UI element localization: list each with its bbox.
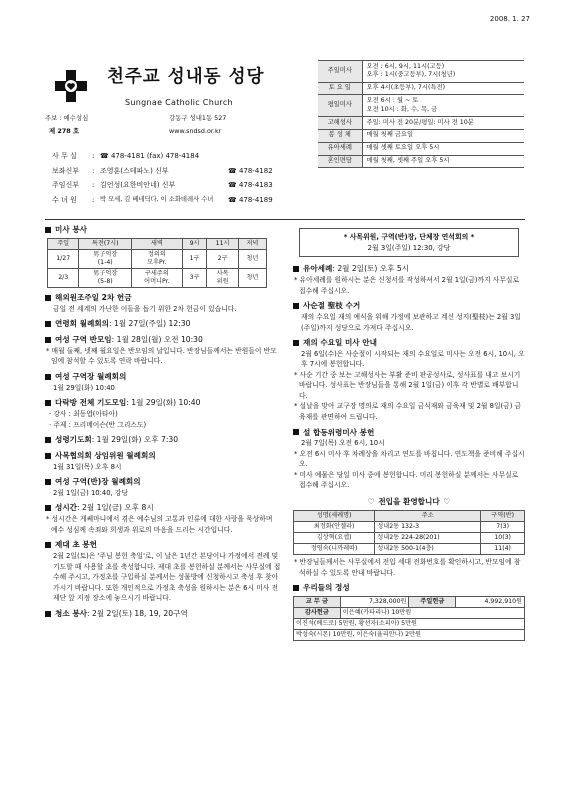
notice-heading: 여성 구역장 월례회의 [45, 371, 281, 383]
staff-phone: ☎ 478-4182 [228, 166, 273, 175]
schedule-row: 주일미사 오전 : 6시, 9시, 11시(고등) 오후 : 1시(중고등부), 7시(청년) [318, 61, 524, 83]
table-row: 교 무 금 7,328,000원 주일헌금 4,992,910원 [294, 596, 525, 607]
address: 강동구 성내1동 527 [169, 114, 227, 122]
notice-heading: 해외원조주일 2차 헌금 [45, 292, 281, 304]
notice-note: * 설날을 맞아 교구장 명의로 재의 수요일 금식재와 금육재 및 2월 8일(금) 금육재를 관면하여 드립니다. [294, 402, 522, 422]
notice-heading: 사목협의회 상임위원 월례회의 [45, 450, 281, 462]
table-row: 이진석(베드로) 5만원, 황선자(소피아) 5만원 [294, 618, 525, 629]
notice-heading: 연령회 월례회의 : 1월 27일(주일) 12:30 [45, 318, 281, 330]
schedule-row: 고해성사 주일: 미사 전 20분/평일: 미사 전 10분 [318, 117, 524, 130]
left-column [45, 224, 281, 619]
notice-heading: 설 합동위령미사 봉헌 [293, 427, 525, 439]
offering-table [293, 596, 525, 641]
notice-body: 금일 전 세계의 가난한 이들을 돕기 위한 2차 헌금이 있습니다. [53, 304, 237, 313]
mass-schedule-table [318, 60, 524, 168]
staff-label: 수 녀 원 [52, 195, 77, 204]
heart-icon: ♡ [367, 496, 375, 506]
staff-name: 조영훈(스테파노) 신부 [100, 166, 169, 175]
notice-note: * 유아세례를 원하시는 분은 신청서를 작성하셔서 2월 1일(금)까지 사무실로 접수해 주십시오. [294, 276, 520, 295]
notice-body: 재의 수요일 재의 예식을 위해 가정에 보관하고 계신 성지(聖枝)는 2월 3일(주일)까지 성당으로 가져다 주십시오. [301, 313, 521, 332]
notice-note: * 반장님들께서는 사무실에서 전입 세대 전화번호를 확인하시고, 반모임에 참석하실 수 있도록 안내 바랍니다. [294, 557, 521, 577]
notice-heading: 여성 구역(반)장 월례회의 [45, 476, 281, 488]
notice-note: * 성시간은 게쎄마니에서 겪은 예수님의 고통과 인류에 대한 사랑을 묵상하며 예수 성심께 속죄와 희생과 위로의 마음을 드리는 시간입니다. [46, 515, 273, 534]
mass-service-heading: 미사 봉사 [45, 224, 281, 236]
staff-name: 김언성(요한비안네) 신부 [100, 181, 176, 189]
notice-body: 2월 2일(토)은 '주님 봉헌 축일'로, 이 날은 1년간 본당이나 가정에서 전례 및 기도할 때 사용할 초를 축성합니다. 제대 초를 봉헌하실 분께서는 사무실에 접수해 주시고, 가정초를 구입하실 분께서는 성물방에 신청하시고 축성 후 찾아가시기 바랍니다. 또한 개인적으로 가정초 축성을 원하시는 분은 6시 미사 전 제단 앞 지정 장소에 놓으시기 바랍니다. [53, 552, 281, 603]
welcome-table: 성명(세례명) 주소 구역(반) 최정화(안젤라) 성내2동 132-3 7(3) 김상혁(요셉) 성내2동 224-28(201) 10(3) 정영숙(니까레따) 성내2동 500-1(4층) 11(4) [293, 510, 525, 555]
notice-note: * 매월 둘째, 넷째 월요일은 반모임의 날입니다. 반장님들께서는 반원들이 반모임에 참석할 수 있도록 연락 바랍니다. [46, 346, 277, 366]
notice-note: * 미사 예물은 당일 미사 중에 봉헌합니다. 미리 봉헌하실 분께서는 사무실로 접수해 주십시오. [294, 470, 519, 490]
schedule-row: 봉 성 체 매월 첫째 금요일 [318, 129, 524, 142]
church-title: 천주교 성내동 성당 [107, 67, 265, 87]
staff-row: 수 녀 원 : 박 모세, 김 베네딕다, 이 소화데레사 수녀 ☎ 478-4189 [52, 195, 273, 204]
notice-body: 1월 29일(화) 10:40 [53, 383, 115, 392]
issue-number: 제 278 호 [49, 127, 80, 135]
notice-heading: 여성 구역 반모임 : 1월 28일(월) 오전 10:30 [45, 334, 281, 346]
welcome-heading: ♡ 전입을 환영합니다 ♡ [367, 496, 451, 506]
staff-row: 주임신부 : 김언성(요한비안네) 신부 ☎ 478-4183 [52, 181, 273, 189]
mass-service-table: 주일 특전(7시) 새벽 9시 11시 저녁 1/27 男子억장 (1-4) 정의의 모후Pr. 1구 2구 청년 2/3 男子억장 (5-8) 구세주의 어머니Pr. 3구 사목 위원 청년 [47, 238, 267, 288]
notice-heading: 제대 초 봉헌 [45, 539, 281, 551]
schedule-row: 혼인면담 매월 첫째, 셋째 주일 오후 5시 [318, 155, 524, 168]
notice-heading: 재의 수요일 미사 안내 [293, 337, 525, 349]
offering-heading: 우리들의 정성 [293, 582, 525, 594]
schedule-row: 평일미사 오전 6시 : 월 ~ 토 오전 10시 : 화, 수, 목, 금 [318, 95, 524, 117]
joint-meeting-box: * 사목위원, 구역(반)장, 단체장 연석회의 * 2월 3일(주일) 12:30, 강당 [299, 228, 519, 257]
notice-heading: 성시간 : 2월 1일(금) 오후 8시 [45, 502, 281, 514]
staff-label: 보좌신부 [52, 166, 80, 175]
notice-body: · 강사 : 최동엽(아타아) [49, 410, 118, 419]
notice-body: 2월 1일(금) 10:40, 강당 [53, 488, 129, 497]
notice-heading: 청소 봉사 : 2월 2일(토) 18, 19, 20구역 [45, 608, 281, 620]
staff-name: 박 모세, 김 베네딕다, 이 소화데레사 수녀 [100, 195, 214, 203]
table-row: 박성숙(시몬) 10만원, 이은숙(율리안나) 2만원 [294, 630, 525, 641]
divider [45, 219, 525, 220]
notice-body: · 주제 : 프리메이슨(반 그리스도) [49, 420, 147, 429]
table-row: 2/3 男子억장 (5-8) 구세주의 어머니Pr. 3구 사목 위원 청년 [48, 268, 267, 287]
notice-heading: 사순절 聖枝 수거 [293, 300, 525, 312]
schedule-row: 유아세례 매월 셋째 토요일 오후 5시 [318, 142, 524, 155]
website-link[interactable]: www.sndsd.or.kr [169, 127, 222, 135]
notice-heading: 다락방 전체 기도모임 : 1월 29일(화) 10:40 [45, 397, 281, 409]
church-subtitle: Sungnae Catholic Church [125, 98, 233, 107]
masthead [45, 60, 300, 142]
schedule-row: 토 요 일 오후 4시(초등부), 7시(특전) [318, 82, 524, 95]
patron: 주보 : 예수성심 [45, 114, 89, 122]
notice-note: * 오전 6시 미사 후 차례상을 차리고 연도를 바칩니다. 연도책을 준비해 주십시오. [294, 449, 525, 469]
staff-label: 주임신부 [52, 181, 80, 189]
table-row: 정영숙(니까레따) 성내2동 500-1(4층) 11(4) [294, 543, 525, 554]
table-row: 1/27 男子억장 (1-4) 정의의 모후Pr. 1구 2구 청년 [48, 249, 267, 268]
table-row: 김상혁(요셉) 성내2동 224-28(201) 10(3) [294, 532, 525, 543]
church-logo-icon [55, 70, 87, 102]
staff-directory [52, 151, 306, 209]
heart-icon: ♡ [443, 496, 451, 506]
notice-body: 2월 7일(목) 오전 6시, 10시 [301, 439, 385, 448]
notice-note: * 사순 기간 중 보는 고해성사는 부활 준비 판공성사로, 성사표를 내고 보시기 바랍니다. 성사표는 반장님들을 통해 2월 1일(금) 이후 각 반별로 배부합니다. [294, 370, 521, 400]
staff-phone: ☎ 478-4189 [228, 195, 273, 204]
staff-row: 보좌신부 : 조영훈(스테파노) 신부 ☎ 478-4182 [52, 166, 273, 175]
staff-label: 사 무 실 [52, 152, 77, 160]
staff-name: ☎ 478-4181 (fax) 478-4184 [100, 152, 200, 160]
table-row: 감사헌금 이은혜(카타리나) 10만원 [294, 607, 525, 618]
right-column [293, 224, 525, 641]
staff-row: 사 무 실 : ☎ 478-4181 (fax) 478-4184 [52, 152, 200, 160]
staff-phone: ☎ 478-4183 [228, 181, 273, 189]
notice-body: 1월 31일(목) 오후 8시 [53, 462, 122, 471]
notice-heading: 유아세례 : 2월 2일(토) 오후 5시 [293, 263, 525, 275]
notice-heading: 성령기도회 : 1월 29일(화) 오후 7:30 [45, 434, 281, 446]
notice-body: 2월 6일(수)은 사순절이 시작되는 재의 수요일로 미사는 오전 6시, 10시, 오후 7시에 봉헌합니다. [301, 349, 525, 369]
issue-date: 2008. 1. 27 [489, 15, 530, 23]
table-row: 최정화(안젤라) 성내2동 132-3 7(3) [294, 521, 525, 532]
